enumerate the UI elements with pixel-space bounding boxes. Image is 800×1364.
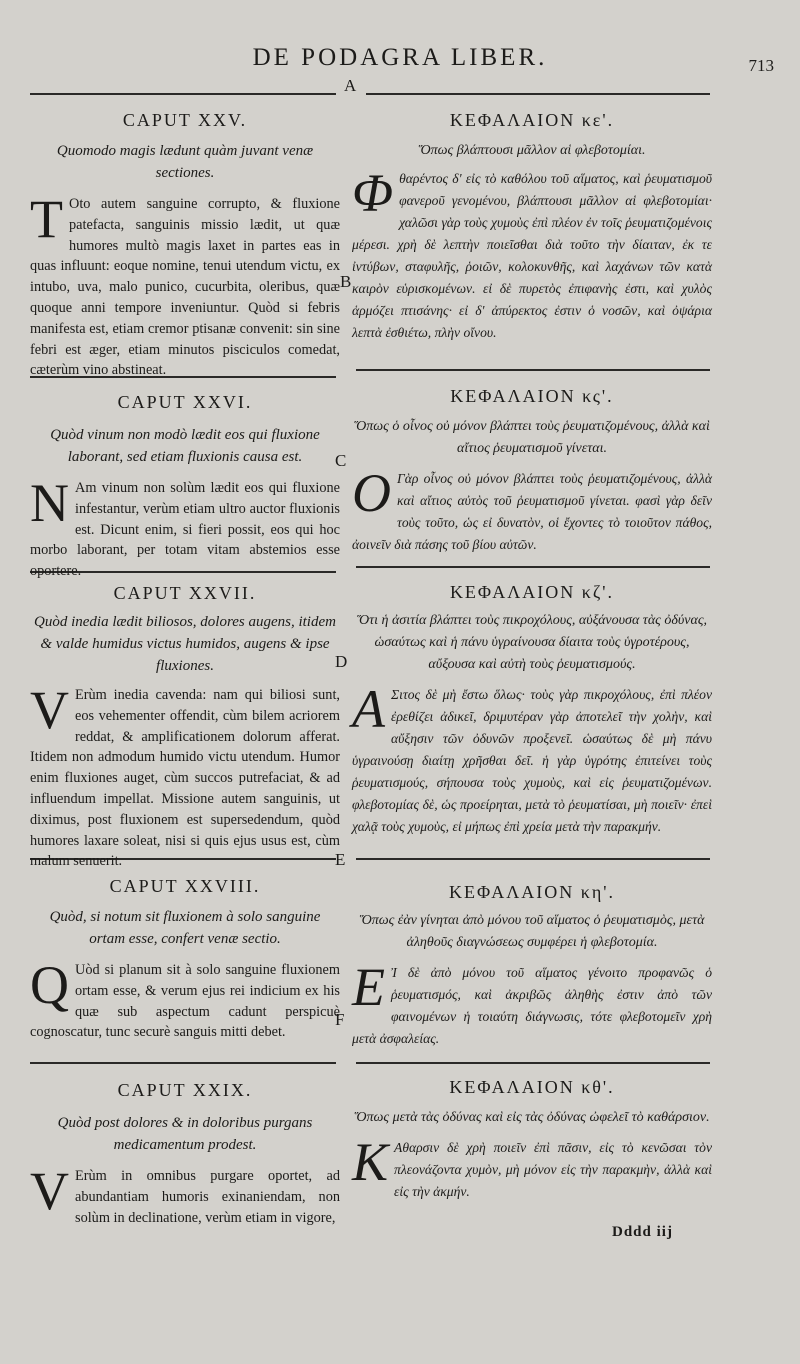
drop-cap: N bbox=[30, 473, 69, 533]
chapter-subtitle: Ὅπως ἐὰν γίνηται ἀπὸ μόνου τοῦ αἵματος ὁ ῥευματισμὸς, μετὰ ἀληθοῦς διαγνώσεως συμφέρει ἡ φλεβοτομία. bbox=[359, 913, 705, 950]
paragraph: Am vinum non solùm lædit eos qui fluxione infestantur, verùm etiam ultro auctor fluxionis est. Dicunt enim, si fieri possit, eos qui hoc morbo laborant, per totam vitam abstemios esse oportere. bbox=[30, 480, 340, 580]
chapter-title: ΚΕΦΑΛΑΙΟΝ κς'. bbox=[450, 386, 614, 406]
greek-chapter bbox=[352, 880, 712, 1050]
drop-cap: Α bbox=[352, 679, 385, 739]
drop-cap: V bbox=[30, 1161, 69, 1221]
paragraph: Γὰρ οἶνος οὐ μόνον βλάπτει τοὺς ῥευματιζομένους, ἀλλὰ καὶ αἴτιος αὐτὸς τοῦ ῥευματισμοῦ γίνεται. φασὶ γὰρ δεῖν τοὺς τοῦτο, ὡς εἰ δυνατὸν, οἱ ἔχοντες τὸ τοιοῦτον πάθος, ἀοινεῖν διὰ πάσης τοῦ βίου αὐτῶν. bbox=[352, 471, 712, 552]
section-rule-right bbox=[356, 566, 710, 568]
latin-chapter bbox=[30, 108, 340, 381]
greek-chapter bbox=[352, 1075, 712, 1203]
section-rule-right bbox=[356, 1062, 710, 1064]
drop-cap: T bbox=[30, 189, 63, 249]
greek-chapter bbox=[352, 384, 712, 556]
chapter-title: CAPUT XXV. bbox=[122, 110, 248, 130]
chapter-text bbox=[30, 1161, 340, 1228]
margin-marker-f: F bbox=[335, 1010, 345, 1029]
greek-chapter bbox=[352, 580, 712, 838]
chapter-title: CAPUT XXVII. bbox=[113, 583, 257, 603]
chapter-title: ΚΕΦΑΛΑΙΟΝ κε'. bbox=[449, 110, 615, 130]
chapter-text bbox=[352, 1132, 712, 1203]
paragraph: Ἰ δὲ ἀπὸ μόνου τοῦ αἵματος γένοιτο προφανῶς ὁ ῥευματισμός, καὶ ἀκριβῶς ἀληθὴς ἐστιν ἀπὸ τῶν φαινομένων ἡ τοιαύτη διάγνωσις, τότε φλεβοτομεῖν χρὴ μετὰ ἀσφαλείας. bbox=[352, 965, 712, 1046]
section-rule-right bbox=[356, 858, 710, 860]
paragraph: Αθαρσιν δὲ χρὴ ποιεῖν ἐπὶ πᾶσιν, εἰς τὸ κενῶσαι τὸν πλεονάζοντα χυμὸν, μὴ μόνον εἰς τὴν παρακμὴν, ἀλλὰ καὶ εἰς τὴν ἀκμήν. bbox=[394, 1140, 712, 1199]
chapter-title: CAPUT XXVIII. bbox=[109, 876, 261, 896]
drop-cap: Φ bbox=[352, 163, 394, 223]
latin-chapter bbox=[30, 390, 340, 582]
paragraph: Erùm inedia cavenda: nam qui biliosi sunt, eos vehementer offendit, cùm bilem acriorem reddat, & amplificationem dolorum afferat. Itidem non admodum humido victu utendum. Humor enim fluxiones auget, cùm succos putrefaciat, & ad influendum impellat. Missione autem sanguinis, ut diximus, post fluxionem est supersedendum, quòd humores laxare soleat, nisi si quis ejus usus est, cùm malum senuerit. bbox=[30, 687, 340, 870]
chapter-text bbox=[352, 463, 712, 556]
greek-chapter bbox=[352, 108, 712, 344]
drop-cap: V bbox=[30, 680, 69, 740]
running-head: DE PODAGRA LIBER. bbox=[252, 44, 548, 71]
chapter-subtitle: Quòd inedia lædit biliosos, dolores augens, itidem & valde humidus victus humidos, augens & ipse fluxiones. bbox=[34, 614, 336, 674]
section-rule-right bbox=[356, 369, 710, 371]
paragraph: θαρέντος δ' εἰς τὸ καθόλου τοῦ αἵματος, καὶ ῥευματισμοῦ φανεροῦ γενομένου, βλάπτουσι μᾶλλον αἱ φλεβοτομίαι· χαλῶσι γὰρ τοὺς χυμοὺς ἐπὶ πλέον ἐν τοῖς ῥευματιζομένοις μέρεσι. χρὴ δὲ λεπτὴν ποιεῖσθαι διὰ τοῦτο τὴν δίαιταν, ἐκ τε ἰντύβων, σταφυλῆς, ῥοιῶν, κολοκυνθῆς, καὶ λαχάνων τῶν κατὰ καιρὸν εὑρισκομένων. εἰ δὲ πυρετὸς ἐπιφανὴς ἐστι, καὶ χυλὸς ἁρμόζει πτισάνης· εἰ δ' ἀπύρεκτος ἐστιν ὁ νοσῶν, καὶ ὀψάρια λεπτὰ ἐσθιέτω, πλὴν οἴνου. bbox=[352, 171, 712, 340]
chapter-title: CAPUT XXVI. bbox=[117, 392, 253, 412]
chapter-subtitle: Quòd vinum non modò lædit eos qui fluxione laborant, sed etiam fluxionis causa est. bbox=[50, 427, 320, 465]
latin-chapter bbox=[30, 874, 340, 1043]
margin-marker-e: E bbox=[335, 850, 346, 869]
chapter-title: ΚΕΦΑΛΑΙΟΝ κζ'. bbox=[449, 582, 615, 602]
chapter-text bbox=[30, 680, 340, 872]
chapter-text bbox=[30, 955, 340, 1043]
section-rule-left bbox=[30, 1062, 336, 1064]
drop-cap: Ε bbox=[352, 957, 385, 1017]
chapter-subtitle: Ὅπως ὁ οἶνος οὐ μόνον βλάπτει τοὺς ῥευματιζομένους, ἀλλὰ καὶ αἴτιος ῥευματισμοῦ γίνεται. bbox=[354, 419, 710, 456]
chapter-subtitle: Ὅπως βλάπτουσι μᾶλλον αἱ φλεβοτομίαι. bbox=[418, 143, 646, 158]
page-number: 713 bbox=[748, 56, 774, 75]
chapter-subtitle: Quòd, si notum sit fluxionem à solo sanguine ortam esse, confert venæ sectio. bbox=[49, 909, 321, 947]
chapter-title: ΚΕΦΑΛΑΙΟΝ κθ'. bbox=[449, 1077, 615, 1097]
margin-marker-b: B bbox=[340, 272, 352, 291]
paragraph: Oto autem sanguine corrupto, & fluxione patefacta, sanguinis missio lædit, ut quæ humores multò magis laxet in partes eas in quas influunt: eoque nomine, tenui utendum victu, ex intubo, uva, malo punico, cucurbita, oleribus, quæ quoque anni tempore inveniuntur. Quòd si febris manifesta est, etiam cremor ptisanæ convenit: sin sine febri est æger, etiam minutos pisciculos comedat, cæterùm vino abstineat. bbox=[30, 196, 340, 379]
chapter-title: ΚΕΦΑΛΑΙΟΝ κη'. bbox=[448, 882, 616, 902]
chapter-subtitle: Ὅτι ἡ ἀσιτία βλάπτει τοὺς πικροχόλους, αὐξάνουσα τὰς ὀδύνας, ὡσαύτως καὶ ἡ πάνυ ὑγραίνουσα δίαιτα τοὺς ὑγροτέρους, αὔξουσα καὶ αὐτὴ τοὺς ῥευματισμούς. bbox=[356, 613, 708, 672]
signature-mark: Dddd iij bbox=[612, 1224, 673, 1240]
drop-cap: Ο bbox=[352, 463, 391, 523]
margin-marker-a: A bbox=[344, 76, 357, 95]
margin-marker-c: C bbox=[335, 451, 347, 470]
paragraph: Uòd si planum sit à solo sanguine fluxionem ortam esse, & verum ejus rei indicium ex his quæ sub aspectum cadunt perspicuè cognoscatur, tunc securè sanguis mitti debet. bbox=[30, 962, 340, 1041]
latin-chapter bbox=[30, 1078, 340, 1228]
drop-cap: Κ bbox=[352, 1132, 389, 1192]
chapter-text bbox=[352, 679, 712, 838]
header-rule-right bbox=[366, 93, 710, 95]
chapter-subtitle: Quòd post dolores & in doloribus purgans medicamentum prodest. bbox=[57, 1115, 313, 1153]
paragraph: Erùm in omnibus purgare oportet, ad abundantiam humoris exinaniendam, non solùm in declinatione, verùm etiam in vigore, bbox=[75, 1168, 340, 1226]
chapter-text bbox=[30, 473, 340, 582]
header-rule-left bbox=[30, 93, 336, 95]
chapter-text bbox=[352, 163, 712, 344]
chapter-title: CAPUT XXIX. bbox=[117, 1080, 253, 1100]
latin-chapter bbox=[30, 581, 340, 872]
chapter-subtitle: Quomodo magis lædunt quàm juvant venæ sectiones. bbox=[56, 143, 314, 181]
chapter-text bbox=[30, 189, 340, 381]
margin-marker-d: D bbox=[335, 652, 348, 671]
chapter-text bbox=[352, 957, 712, 1050]
chapter-subtitle: Ὅπως μετὰ τὰς ὀδύνας καὶ εἰς τὰς ὀδύνας ὠφελεῖ τὸ καθάρσιον. bbox=[354, 1110, 710, 1125]
paragraph: Σιτος δὲ μὴ ἔστω ὅλως· τοὺς γὰρ πικροχόλους, ἐπὶ πλέον ἐρεθίζει ἀδικεῖ, δριμυτέραν γὰρ ἀποτελεῖ τὴν χολὴν, καὶ αὔξησιν τῶν ὀδυνῶν προξενεῖ. ὡσαύτως δὲ μὴ πάνυ ὑγραινούσῃ διαίτῃ χρῆσθαι δεῖ. ἡ γὰρ ὑγρότης ἐπιτείνει τοὺς ῥευματισμούς, σήπουσα τοὺς χυμοὺς, καὶ εἰς ῥευματιζομένων. φλεβοτομίας δὲ, ὡς προείρηται, μετὰ τὸ ῥευματίσαι, μὴ ποιεῖν· ἐπεὶ χαλᾷ τοὺς χυμοὺς, εἰ μήπως ἐπὶ χρεία μετὰ τὴν παρακμήν. bbox=[352, 687, 712, 834]
drop-cap: Q bbox=[30, 955, 69, 1015]
